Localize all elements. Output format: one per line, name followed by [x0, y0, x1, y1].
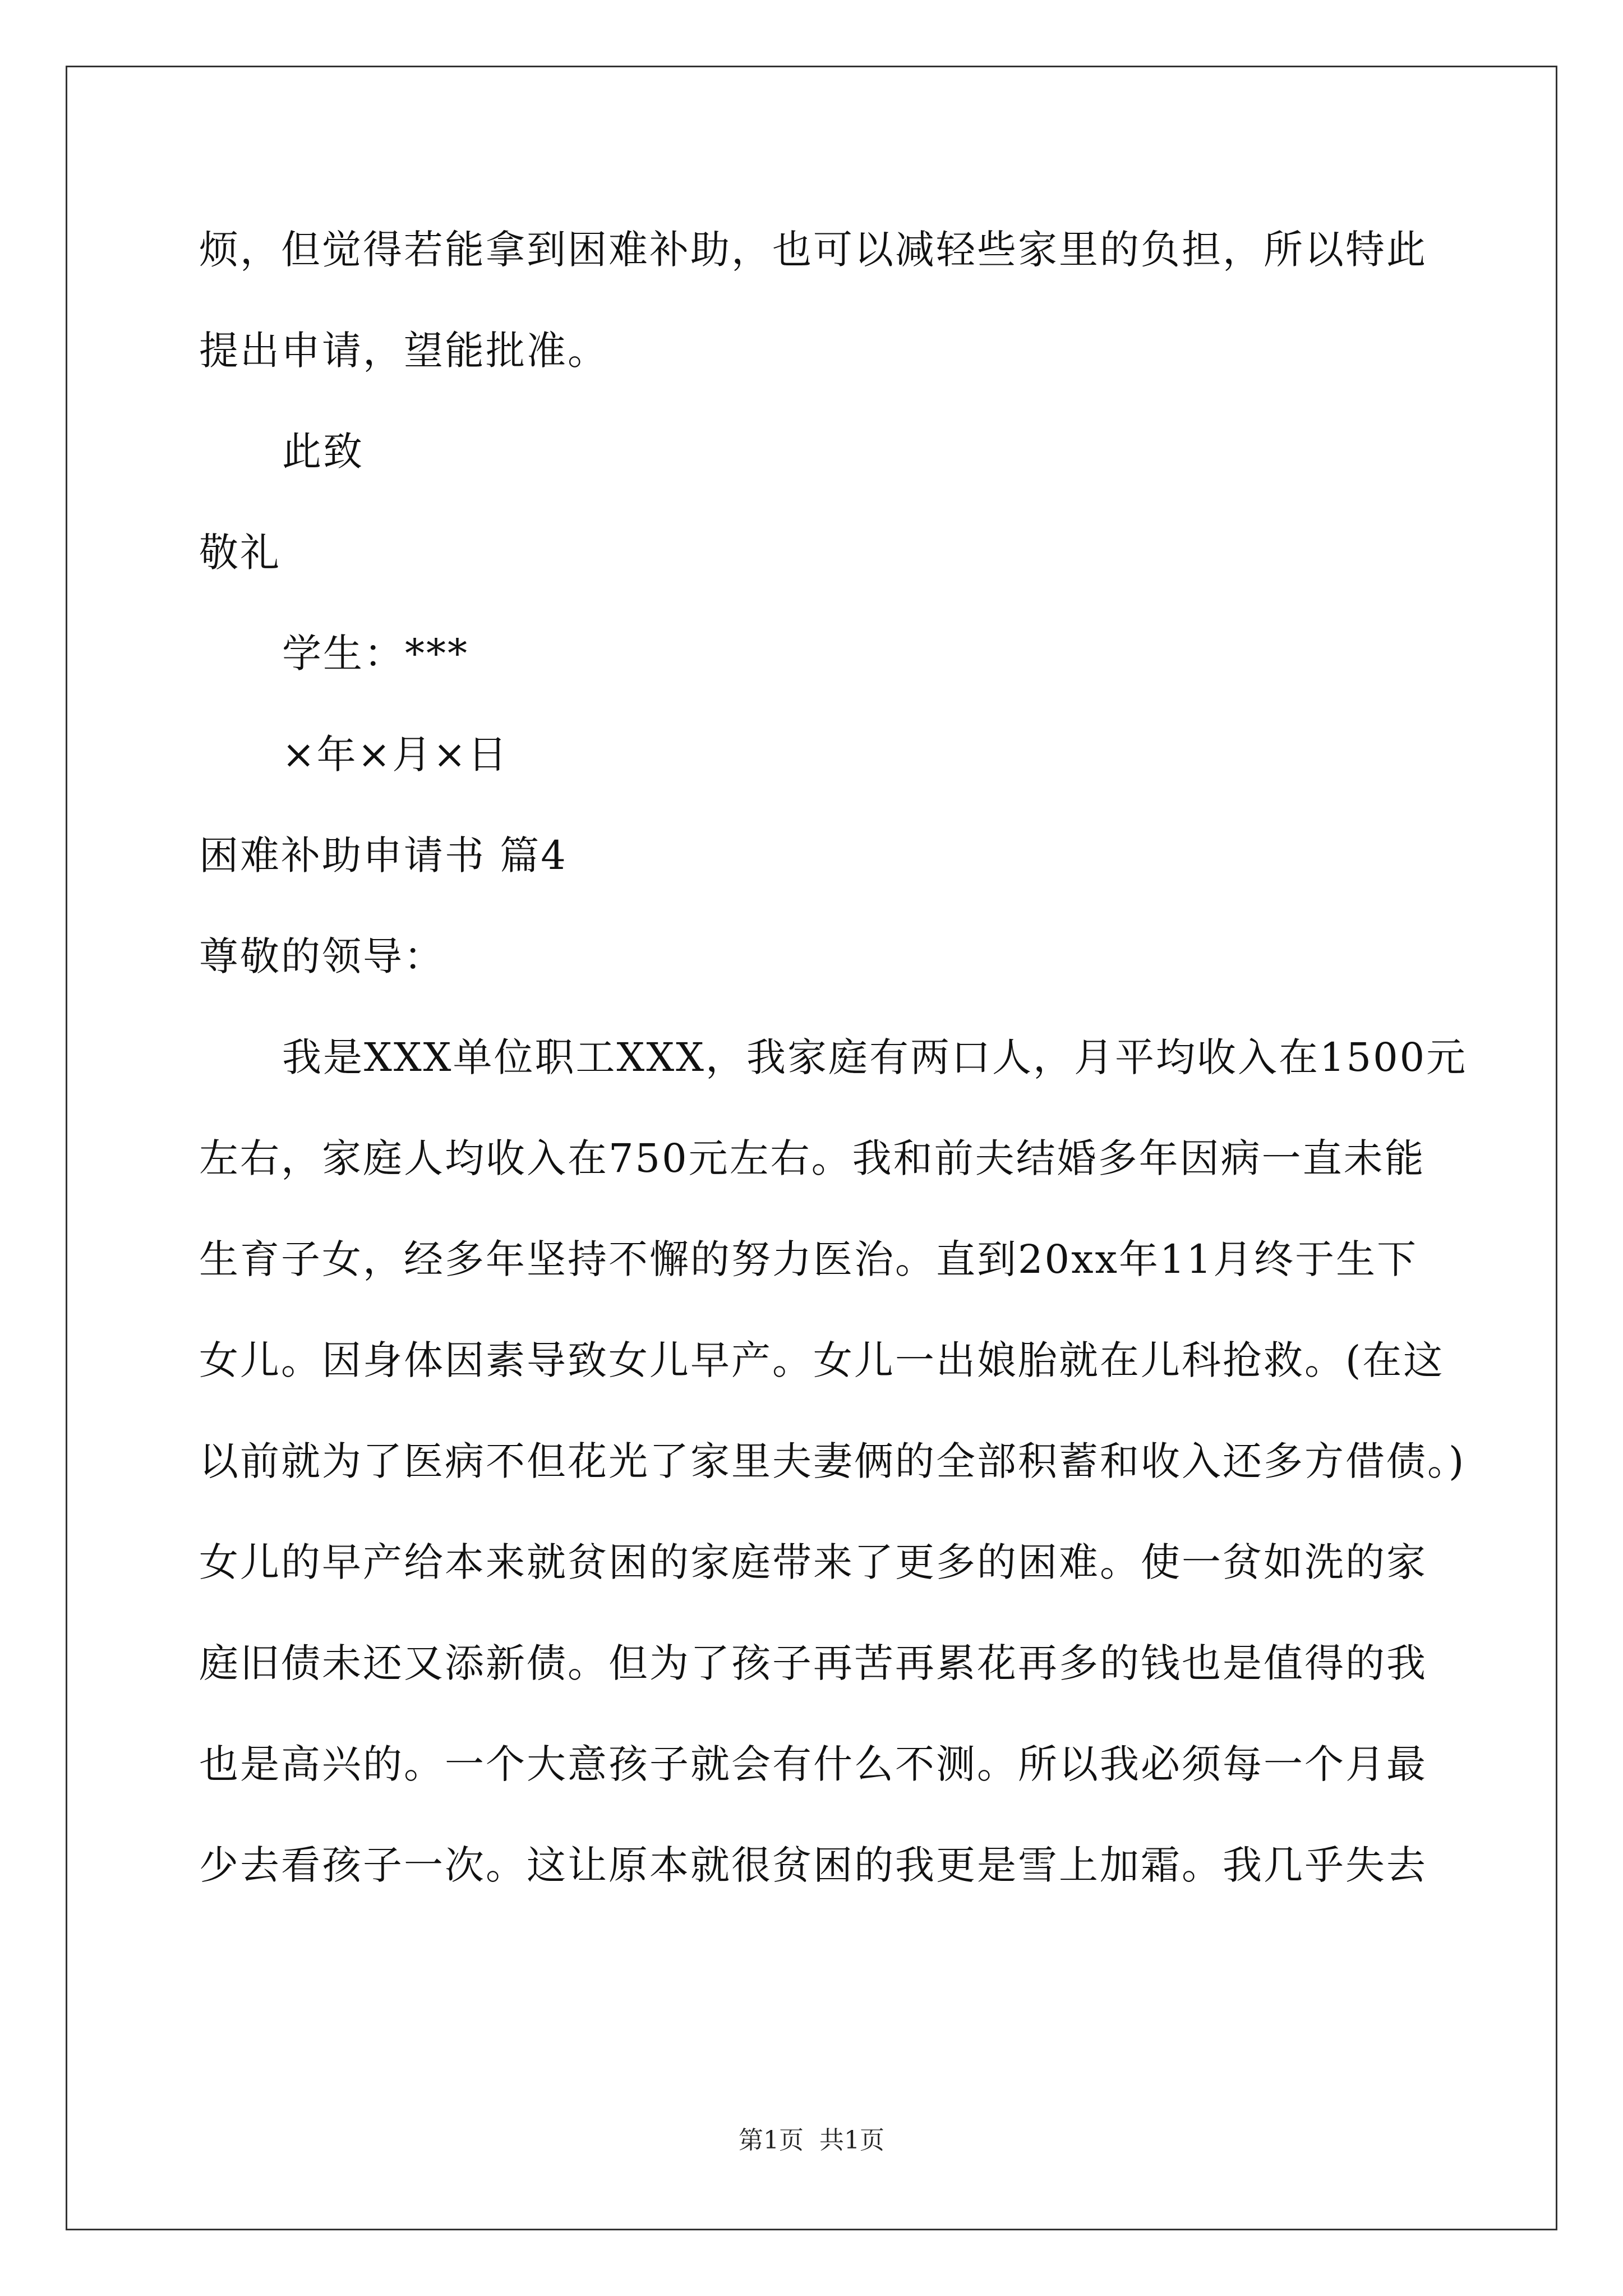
signature-date: ×年×月×日	[282, 731, 509, 777]
paragraph-line-3: 生育子女，经多年坚持不懈的努力医治。直到20xx年11月终于生下	[199, 1236, 1418, 1282]
paragraph-line-4: 女儿。因身体因素导致女儿早产。女儿一出娘胎就在儿科抢救。(在这	[199, 1337, 1445, 1383]
paragraph-line-5: 以前就为了医病不但花光了家里夫妻俩的全部积蓄和收入还多方借债。)	[199, 1438, 1466, 1484]
document-body	[199, 199, 1468, 1916]
greeting: 尊敬的领导：	[199, 933, 445, 979]
text-line-2: 提出申请，望能批准。	[199, 328, 608, 374]
paragraph-line-9: 少去看孩子一次。这让原本就很贫困的我更是雪上加霜。我几乎失去	[199, 1842, 1427, 1888]
paragraph-line-1: 我是XXX单位职工XXX，我家庭有两口人，月平均收入在1500元	[282, 1034, 1468, 1080]
closing-salutation: 此致	[282, 429, 364, 475]
closing-respect: 敬礼	[199, 530, 281, 576]
paragraph-line-6: 女儿的早产给本来就贫困的家庭带来了更多的困难。使一贫如洗的家	[199, 1539, 1427, 1585]
section-heading: 困难补助申请书 篇4	[199, 832, 568, 878]
page-footer	[0, 2124, 1623, 2157]
signature-student: 学生：***	[282, 631, 469, 677]
paragraph-line-7: 庭旧债未还又添新债。但为了孩子再苦再累花再多的钱也是值得的我	[199, 1640, 1427, 1686]
paragraph-line-2: 左右，家庭人均收入在750元左右。我和前夫结婚多年因病一直未能	[199, 1135, 1426, 1181]
text-line-1: 烦，但觉得若能拿到困难补助，也可以减轻些家里的负担，所以特此	[199, 227, 1427, 273]
paragraph-line-8: 也是高兴的。一个大意孩子就会有什么不测。所以我必须每一个月最	[199, 1741, 1427, 1787]
page-number: 第1页	[739, 2126, 804, 2155]
page-total: 共1页	[819, 2126, 884, 2155]
